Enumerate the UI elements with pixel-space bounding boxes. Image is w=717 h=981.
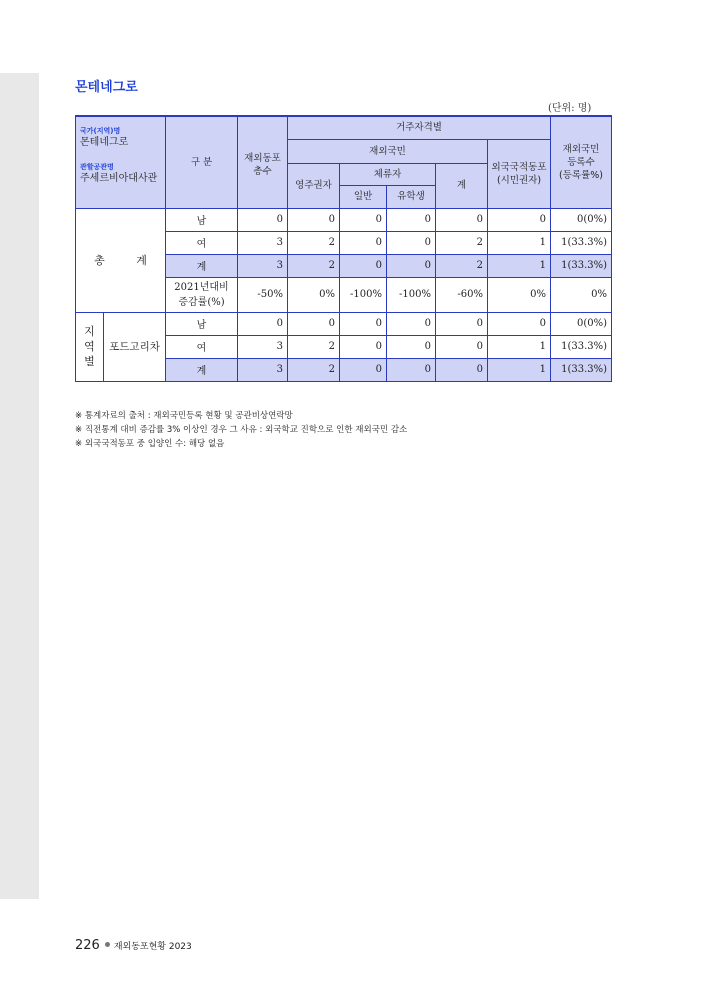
cell-foreign-nationality: 1	[488, 335, 551, 358]
cell-foreign-nationality: 1	[488, 254, 551, 277]
header-sojourner: 체류자	[340, 163, 436, 185]
group-label-region: 지 역 별	[76, 312, 104, 381]
cell-foreign-nationality: 0	[488, 312, 551, 335]
region-name: 포드고리차	[104, 312, 166, 381]
cell-registered: 0%	[551, 277, 612, 312]
page-number: 226	[75, 938, 100, 953]
cell-total: 0	[238, 312, 288, 335]
row-label: 남	[166, 312, 238, 335]
row-label: 계	[166, 254, 238, 277]
row-label: 2021년대비 증감률(%)	[166, 277, 238, 312]
cell-total: 3	[238, 231, 288, 254]
cell-student: 0	[387, 208, 436, 231]
bullet-dot-icon	[105, 942, 110, 947]
header-registered: 재외국민 등록수 (등록률%)	[551, 116, 612, 208]
cell-permanent: 2	[288, 358, 340, 381]
cell-total: 3	[238, 335, 288, 358]
cell-permanent: 0%	[288, 277, 340, 312]
cell-subtotal: 2	[436, 254, 488, 277]
cell-student: 0	[387, 254, 436, 277]
cell-subtotal: 0	[436, 208, 488, 231]
cell-general: -100%	[340, 277, 387, 312]
statistics-table	[75, 115, 612, 382]
cell-total: 0	[238, 208, 288, 231]
cell-general: 0	[340, 254, 387, 277]
table-notes	[75, 409, 407, 451]
cell-total: 3	[238, 254, 288, 277]
cell-subtotal: 0	[436, 358, 488, 381]
note-change-reason: ※ 직전통계 대비 증감률 3% 이상인 경우 그 사유 : 외국학교 진학으로 인한 재외국민 감소	[75, 425, 408, 435]
cell-foreign-nationality: 0	[488, 208, 551, 231]
office-label: 관할공관명	[80, 163, 114, 171]
group-label-total: 총 계	[76, 208, 166, 312]
cell-subtotal: 0	[436, 335, 488, 358]
cell-subtotal: 0	[436, 312, 488, 335]
cell-total: 3	[238, 358, 288, 381]
cell-general: 0	[340, 312, 387, 335]
cell-student: 0	[387, 312, 436, 335]
header-korean-nationals: 재외국민	[288, 139, 488, 163]
cell-student: 0	[387, 335, 436, 358]
header-subtotal: 계	[436, 163, 488, 208]
cell-subtotal: 2	[436, 231, 488, 254]
header-residence-status: 거주자격별	[288, 116, 551, 139]
cell-student: 0	[387, 231, 436, 254]
cell-registered: 1(33.3%)	[551, 335, 612, 358]
cell-general: 0	[340, 358, 387, 381]
table-corner-header	[76, 116, 166, 208]
note-adoptees: ※ 외국국적동포 중 입양인 수: 해당 없음	[75, 439, 225, 449]
side-margin-band	[0, 73, 39, 899]
unit-note: (단위: 명)	[548, 103, 592, 114]
cell-foreign-nationality: 1	[488, 358, 551, 381]
row-label: 여	[166, 335, 238, 358]
header-student: 유학생	[387, 185, 436, 208]
header-foreign-nationality: 외국국적동포 (시민권자)	[488, 139, 551, 208]
cell-foreign-nationality: 1	[488, 231, 551, 254]
table-body	[76, 208, 612, 381]
cell-permanent: 2	[288, 335, 340, 358]
country-label: 국가(지역)명	[80, 127, 121, 135]
row-label: 계	[166, 358, 238, 381]
country-name: 몬테네그로	[80, 137, 129, 148]
office-name: 주세르비아대사관	[80, 173, 158, 184]
header-general: 일반	[340, 185, 387, 208]
cell-foreign-nationality: 0%	[488, 277, 551, 312]
cell-permanent: 2	[288, 231, 340, 254]
cell-student: 0	[387, 358, 436, 381]
cell-general: 0	[340, 231, 387, 254]
cell-registered: 0(0%)	[551, 208, 612, 231]
cell-registered: 1(33.3%)	[551, 358, 612, 381]
note-source: ※ 통계자료의 출처 : 재외국민등록 현황 및 공관비상연락망	[75, 411, 293, 421]
header-total: 재외동포 총수	[238, 116, 288, 208]
cell-general: 0	[340, 208, 387, 231]
cell-permanent: 0	[288, 312, 340, 335]
header-gubun: 구 분	[166, 116, 238, 208]
cell-registered: 1(33.3%)	[551, 231, 612, 254]
cell-subtotal: -60%	[436, 277, 488, 312]
cell-student: -100%	[387, 277, 436, 312]
cell-total: -50%	[238, 277, 288, 312]
table-row	[76, 312, 612, 335]
cell-general: 0	[340, 335, 387, 358]
country-title: 몬테네그로	[75, 80, 138, 95]
publication-title: 재외동포현황 2023	[113, 942, 192, 952]
cell-permanent: 0	[288, 208, 340, 231]
cell-registered: 0(0%)	[551, 312, 612, 335]
row-label: 여	[166, 231, 238, 254]
cell-permanent: 2	[288, 254, 340, 277]
header-permanent: 영주권자	[288, 163, 340, 208]
table-row	[76, 208, 612, 231]
cell-registered: 1(33.3%)	[551, 254, 612, 277]
page-footer	[75, 938, 192, 953]
row-label: 남	[166, 208, 238, 231]
